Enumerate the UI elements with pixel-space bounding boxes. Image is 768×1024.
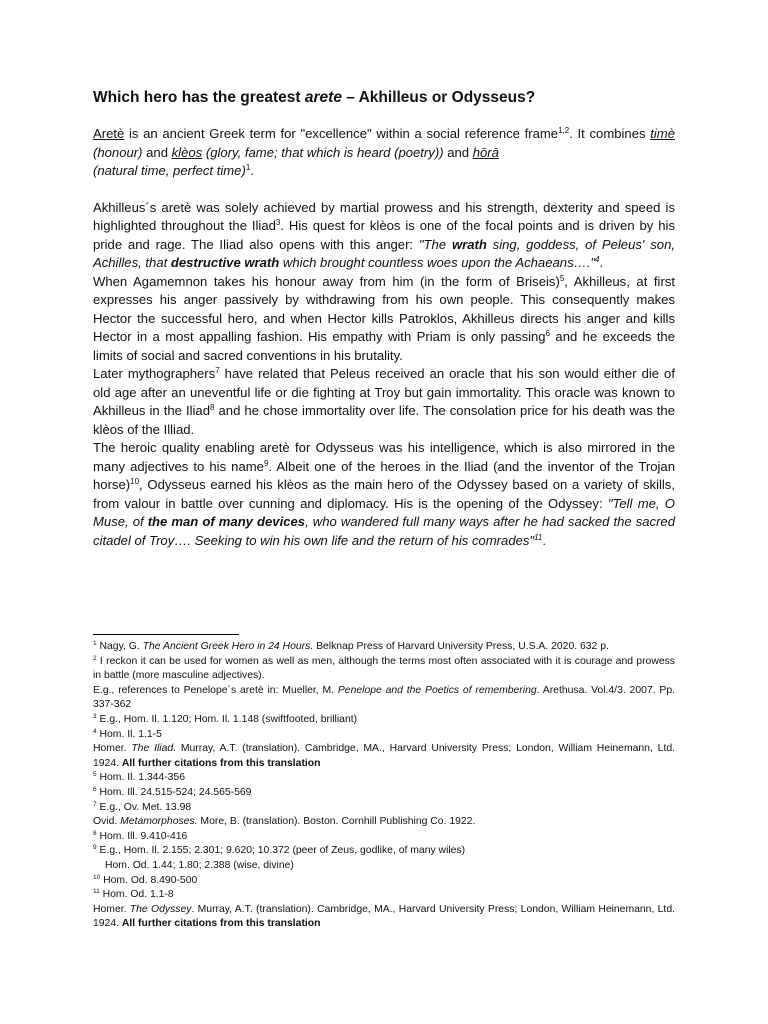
footnote-ref: 10 [130,477,140,486]
document-page [93,88,675,550]
paragraph-mythographers [93,365,675,439]
footnote: Ovid. Metamorphoses. More, B. (translation). Boston. Cornhill Publishing Co. 1922. [93,816,476,828]
text: When Agamemnon takes his honour away from him (in the form of Briseis) [93,273,560,289]
footnote: $^7$ E.g., Ov. Met. 13.98 [93,800,192,813]
title-emphasis: arete [304,89,342,106]
footnote: Homer. The Iliad. Murray, A.T. (translation). Cambridge, MA., Harvard University Press; London, William Heinemann, Ltd. 1924. All further citations from this translation [93,743,675,769]
text: , Akhilleus, at first expresses his anger passively by withdrawing from his own people. This consequently makes Hector the successful hero, and when Hector kills Patroklos, Akhilleus directs his anger and kills Hector in a most appalling fashion. His empathy with Priam is only passing [93,273,675,344]
text: Later mythographers [93,366,216,381]
paragraph-odysseus [93,439,675,550]
title-text: Which hero has the greatest [93,89,305,106]
title-text-end: – Akhilleus or Odysseus? [341,89,536,106]
footnote-ref: 9 [263,458,269,468]
text: . His quest for klèos is one of the focal points and is driven by his pride and rage. The Iliad also opens with this anger: [93,218,675,252]
term-kleos: klèos [171,144,203,160]
term-time: timè [650,126,675,141]
paragraph-arete-definition [93,125,675,181]
text: , Odysseus earned his klèos as the main hero of the Odyssey based on a variety of skills, from valour in battle over cunning and diplomacy. His is the opening of the Odyssey: [93,477,675,511]
footnote-ref: 1 [245,163,251,172]
text: and [142,144,172,160]
quote-odyssey: "Tell me, O Muse, of the man of many devices, who wandered full many ways after he had sacked the sacred citadel of Troy…. Seeking to win his own life and the return of his comrades"$^{11}$ [93,495,675,548]
footnote: $^{11}$ Hom. Od. 1.1-8 [93,888,174,901]
footnote: $^{10}$ Hom. Od. 8.490-500 [93,873,198,886]
footnote: $^6$ Hom. Ill. 24.515-524; 24.565-569 [93,785,252,798]
footnote-ref: 6 [545,329,551,338]
footnote-separator [93,634,239,635]
gloss: (honour) [93,144,143,160]
text: . It combines [569,126,651,141]
gloss: (glory, fame; that which is heard (poetry)) [202,144,444,160]
footnote: Hom. Od. 1.44; 1.80; 2.388 (wise, divine) [105,859,294,871]
text: . [250,163,254,178]
quote-iliad: "The wrath sing, goddess, of Peleus' son, Achilles, that destructive wrath which brought countless woes upon the Achaeans…."$^4$ [93,236,675,270]
footnote: $^5$ Hom. Il. 1.344-356 [93,771,185,784]
paragraph-agamemnon [93,273,675,366]
footnote-ref: 3 [275,218,281,227]
footnote: $^1$ Nagy, G. The Ancient Greek Hero in 24 Hours. Belknap Press of Harvard University Press, U.S.A. 2020. 632 p. [93,640,609,652]
text: have related that Peleus received an oracle that his son would either die of old age after an uneventful life or die fighting at Troy but gain immortality. This oracle was known to Akhilleus in the Iliad [93,366,675,418]
main-body [93,125,675,550]
term-hora: hōrā [472,144,499,160]
footnote: $^2$ I reckon it can be used for women as well as men, although the terms most often associated with it is courage and prowess in battle (more masculine adjectives). [93,654,675,682]
page-title [93,88,675,108]
text: The heroic quality enabling aretè for Odysseus was his intelligence, which is also mirrored in the many adjectives to his name [93,440,675,474]
term-arete: Aretè [93,126,125,141]
footnote: E.g., references to Penelope´s aretè in: Mueller, M. Penelope and the Poetics of remembering. Arethusa. Vol.4/3. 2007. Pp. 337-362 [93,684,675,711]
footnote-ref: 1,2 [558,126,570,135]
gloss: (natural time, perfect time) [93,163,246,178]
footnotes [93,640,675,932]
footnote: $^9$ E.g., Hom. Il. 2.155; 2.301; 9.620; 10.372 (peer of Zeus, godlike, of many wiles) [93,844,466,857]
text: . [542,532,547,548]
text: is an ancient Greek term for "excellence" within a social reference frame [124,126,559,141]
footnote-ref: 8 [210,403,215,412]
text: Akhilleus´s aretè was solely achieved by martial prowess and his strength, dexterity and speed is highlighted throughout the Iliad [93,199,675,233]
text: and [443,144,473,160]
footnote: $^8$ Hom. Ill. 9.410-416 [93,829,188,842]
paragraph-akhilleus [93,199,675,273]
footnote-ref: 5 [559,273,565,283]
footnote-ref: 7 [215,366,220,375]
text: . [599,255,604,270]
text: and he exceeds the limits of social and sacred conventions in his brutality. [93,329,675,363]
footnote: $^4$ Hom. Il. 1.1-5 [93,727,162,740]
footnote: Homer. The Odyssey. Murray, A.T. (translation). Cambridge, MA., Harvard University Press; London, William Heinemann, Ltd. 1924. All further citations from this translation [93,903,675,930]
text: . Albeit one of the heroes in the Iliad (and the inventor of the Trojan horse) [93,458,675,492]
footnote: $^3$ E.g., Hom. Il. 1.120; Hom. Il. 1.148 (swiftfooted, brilliant) [93,712,358,725]
text: and he chose immortality over life. The consolation price for his death was the klèos of the Illiad. [93,403,675,437]
